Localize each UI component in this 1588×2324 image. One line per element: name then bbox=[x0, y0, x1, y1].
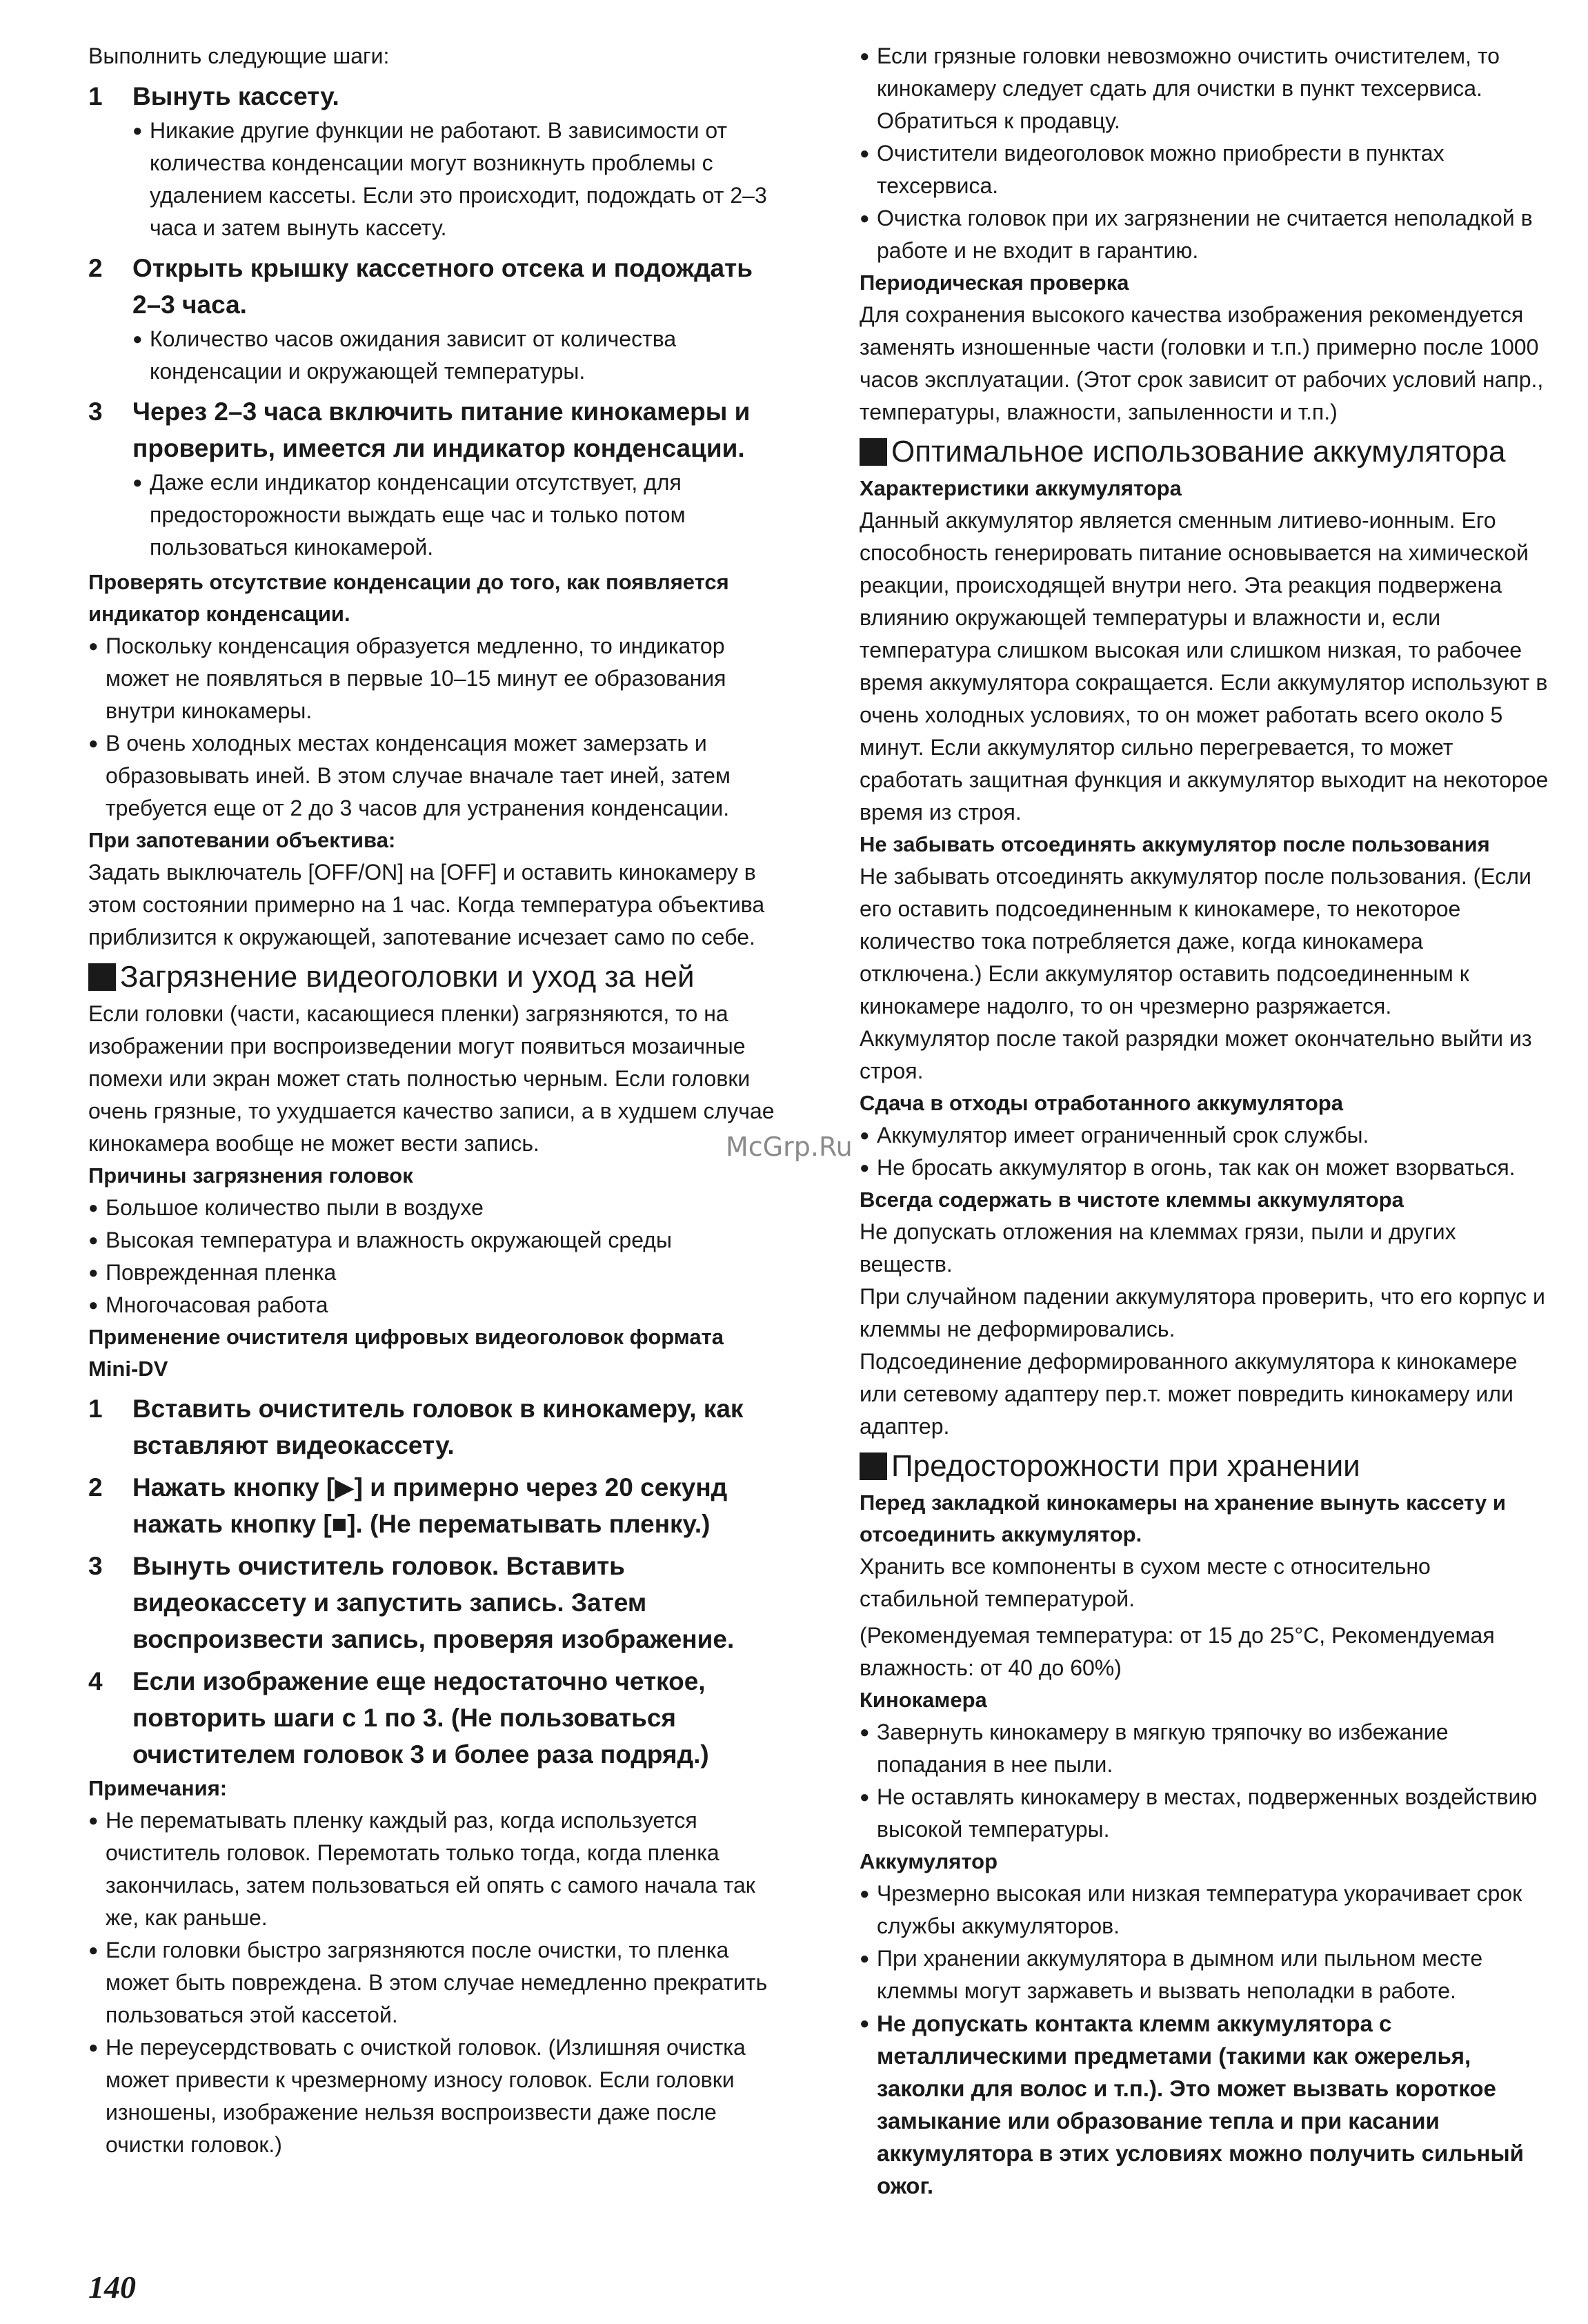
clean-text: Подсоединение деформированного аккумулятора к кинокамере или сетевому адаптеру пер.т. может повредить кинокамеру или адаптер. bbox=[860, 1349, 1518, 1439]
list-item: ● Очистители видеоголовок можно приобрести в пунктах техсервиса. bbox=[860, 137, 1549, 202]
list-item: ● Очистка головок при их загрязнении не считается неполадкой в работе и не входит в гарантию. bbox=[860, 202, 1549, 267]
step-number: 3 bbox=[88, 397, 103, 426]
bullet-icon: ● bbox=[88, 734, 99, 753]
bullet-icon: ● bbox=[860, 47, 870, 66]
list-item: ● Поврежденная пленка bbox=[88, 1257, 778, 1289]
list-item: ● Не бросать аккумулятор в огонь, так как он может взорваться. bbox=[860, 1152, 1549, 1184]
list-item: ● Большое количество пыли в воздухе bbox=[88, 1192, 778, 1224]
bullet-icon: ● bbox=[860, 144, 870, 163]
causes-heading: Причины загрязнения головок bbox=[88, 1163, 413, 1188]
bullet-icon: ● bbox=[860, 1723, 870, 1742]
clean-heading: Всегда содержать в чистоте клеммы аккумулятора bbox=[860, 1188, 1404, 1212]
list-item: ● Не переусердствовать с очисткой головок. (Излишняя очистка может привести к чрезмерному износу головок. Если головки изношены, изображение нельзя воспроизвести даже после очистки головок.) bbox=[88, 2031, 778, 2161]
section-title: Загрязнение видеоголовки и уход за ней bbox=[120, 960, 695, 994]
step-note: ● Никакие другие функции не работают. В зависимости от количества конденсации могут возникнуть проблемы с удалением кассеты. Если это происходит, подождать от 2–3 часа и затем вынуть кассету. bbox=[88, 115, 778, 244]
list-item: ● Чрезмерно высокая или низкая температура укорачивает срок службы аккумуляторов. bbox=[860, 1878, 1549, 1942]
bullet-icon: ● bbox=[860, 2014, 870, 2033]
page-number: 140 bbox=[88, 2269, 136, 2305]
check-heading: Проверять отсутствие конденсации до того, как появляется индикатор конденсации. bbox=[88, 570, 729, 626]
cleaner-step-1 bbox=[88, 1390, 778, 1464]
cleaner-step-2 bbox=[88, 1469, 778, 1542]
disconnect-text: Не забывать отсоединять аккумулятор после пользования. (Если его оставить подсоединенным к кинокамере, то некоторое количество тока потребляется даже, когда кинокамера отключена.) Если аккумулятор оставить подсоединенным к кинокамере надолго, то он чрезмерно разряжается. bbox=[860, 864, 1531, 1018]
step-text: Нажать кнопку [▶] и примерно через 20 секунд нажать кнопку [■]. (Не перематывать пленку.) bbox=[132, 1473, 728, 1538]
list-item: ● Многочасовая работа bbox=[88, 1289, 778, 1321]
disposal-heading: Сдача в отходы отработанного аккумулятора bbox=[860, 1091, 1343, 1115]
watermark: McGrp.Ru bbox=[726, 1132, 853, 1162]
list-item: ● Если головки быстро загрязняются после очистки, то пленка может быть повреждена. В этом случае немедленно прекратить пользоваться этой кассетой. bbox=[88, 1934, 778, 2031]
section-marker-icon bbox=[860, 438, 887, 466]
section-head-storage bbox=[860, 1447, 1549, 1486]
section-marker-icon bbox=[88, 963, 116, 991]
list-item: ● Высокая температура и влажность окружающей среды bbox=[88, 1224, 778, 1257]
step-3 bbox=[88, 393, 778, 466]
step-text: Если изображение еще недостаточно четкое, повторить шаги с 1 по 3. (Не пользоваться очистителем головок 3 и более раза подряд.) bbox=[132, 1667, 709, 1769]
bullet-icon: ● bbox=[88, 1263, 99, 1282]
disconnect-heading: Не забывать отсоединять аккумулятор после пользования bbox=[860, 832, 1490, 856]
list-item: ● При хранении аккумулятора в дымном или пыльном месте клеммы могут заржаветь и вызвать неполадки в работе. bbox=[860, 1942, 1549, 2007]
bullet-icon: ● bbox=[860, 1788, 870, 1806]
storage-bold: Перед закладкой кинокамеры на хранение вынуть кассету и отсоединить аккумулятор. bbox=[860, 1490, 1506, 1546]
fog-heading: При запотевании объектива: bbox=[88, 828, 396, 852]
list-item: ● Аккумулятор имеет ограниченный срок службы. bbox=[860, 1119, 1549, 1152]
bullet-icon: ● bbox=[88, 1199, 99, 1217]
clean-text: Не допускать отложения на клеммах грязи, пыли и других веществ. bbox=[860, 1219, 1456, 1277]
list-item-warning: ● Не допускать контакта клемм аккумулятора с металлическими предметами (такими как ожерелья, заколки для волос и т.п.). Это может вызвать короткое замыкание или образование тепла и при касании аккумулятора в этих условиях можно получить сильный ожог. bbox=[860, 2007, 1549, 2202]
bullet-icon: ● bbox=[88, 1231, 99, 1250]
step-text: Вынуть очиститель головок. Вставить видеокассету и запустить запись. Затем воспроизвести запись, проверяя изображение. bbox=[132, 1552, 735, 1653]
step-number: 3 bbox=[88, 1552, 103, 1580]
storage-text: (Рекомендуемая температура: от 15 до 25°C, Рекомендуемая влажность: от 40 до 60%) bbox=[860, 1623, 1495, 1680]
periodic-heading: Периодическая проверка bbox=[860, 270, 1129, 295]
clean-text: При случайном падении аккумулятора проверить, что его корпус и клеммы не деформировались. bbox=[860, 1284, 1545, 1341]
step-number: 1 bbox=[88, 1395, 103, 1423]
intro-text: Выполнить следующие шаги: bbox=[88, 43, 390, 68]
list-item: ● Если грязные головки невозможно очистить очистителем, то кинокамеру следует сдать для очистки в пункт техсервиса. Обратиться к продавцу. bbox=[860, 40, 1549, 137]
step-text: Вынуть кассету. bbox=[132, 82, 339, 110]
step-text: Вставить очиститель головок в кинокамеру, как вставляют видеокассету. bbox=[132, 1395, 744, 1459]
step-number: 2 bbox=[88, 1473, 103, 1501]
section-marker-icon bbox=[860, 1452, 887, 1480]
battery-char-heading: Характеристики аккумулятора bbox=[860, 476, 1182, 500]
step-2 bbox=[88, 250, 778, 323]
list-item: ● Поскольку конденсация образуется медленно, то индикатор может не появляться в первые 10–15 минут ее образования внутри кинокамеры. bbox=[88, 630, 778, 727]
list-item: ● В очень холодных местах конденсация может замерзать и образовывать иней. В этом случае вначале тает иней, затем требуется еще от 2 до 3 часов для устранения конденсации. bbox=[88, 727, 778, 825]
cleaner-step-3 bbox=[88, 1548, 778, 1657]
cleaner-step-4 bbox=[88, 1663, 778, 1773]
section-head-cleaning bbox=[88, 958, 778, 996]
bullet-icon: ● bbox=[88, 2038, 99, 2057]
battery-char-text: Данный аккумулятор является сменным литиево-ионным. Его способность генерировать питание основывается на химической реакции, происходящей внутри него. Эта реакция подвержена влиянию окружающей температуры и влажности и, если температура слишком высокая или слишком низкая, то рабочее время аккумулятора сокращается. Если аккумулятор используют в очень холодных условиях, то он может работать всего около 5 минут. Если аккумулятор сильно перегревается, то может сработать защитная функция и аккумулятор выходит на некоторое время из строя. bbox=[860, 508, 1549, 825]
section-head-battery bbox=[860, 433, 1549, 471]
bullet-icon: ● bbox=[860, 209, 870, 228]
left-column bbox=[88, 40, 778, 2161]
notes-heading: Примечания: bbox=[88, 1776, 228, 1800]
camera-heading: Кинокамера bbox=[860, 1688, 987, 1712]
list-item: ● Не перематывать пленку каждый раз, когда используется очиститель головок. Перемотать только тогда, когда пленка закончилась, затем пользоваться ей опять с самого начала так же, как раньше. bbox=[88, 1804, 778, 1934]
right-column bbox=[860, 40, 1549, 2202]
step-note: ● Количество часов ожидания зависит от количества конденсации и окружающей температуры. bbox=[88, 323, 778, 388]
step-number: 1 bbox=[88, 82, 103, 110]
step-text: Открыть крышку кассетного отсека и подождать 2–3 часа. bbox=[132, 254, 753, 319]
bullet-icon: ● bbox=[88, 637, 99, 656]
cleaner-heading: Применение очистителя цифровых видеоголовок формата Mini-DV bbox=[88, 1325, 724, 1381]
bullet-icon: ● bbox=[88, 1811, 99, 1830]
periodic-text: Для сохранения высокого качества изображения рекомендуется заменять изношенные части (головки и т.п.) примерно после 1000 часов эксплуатации. (Этот срок зависит от рабочих условий напр., температуры, влажности, запыленности и т.п.) bbox=[860, 302, 1544, 424]
bullet-icon: ● bbox=[88, 1941, 99, 1960]
bullet-icon: ● bbox=[860, 1126, 870, 1145]
step-note: ● Даже если индикатор конденсации отсутствует, для предосторожности выждать еще час и только потом пользоваться кинокамерой. bbox=[88, 466, 778, 564]
battery-heading: Аккумулятор bbox=[860, 1849, 998, 1873]
section-title: Предосторожности при хранении bbox=[891, 1449, 1360, 1483]
step-text: Через 2–3 часа включить питание кинокамеры и проверить, имеется ли индикатор конденсации. bbox=[132, 397, 751, 462]
list-item: ● Завернуть кинокамеру в мягкую тряпочку во избежание попадания в нее пыли. bbox=[860, 1716, 1549, 1781]
section-title: Оптимальное использование аккумулятора bbox=[891, 435, 1506, 469]
disconnect-text: Аккумулятор после такой разрядки может окончательно выйти из строя. bbox=[860, 1026, 1532, 1083]
section-text: Если головки (части, касающиеся пленки) загрязняются, то на изображении при воспроизведении могут появиться мозаичные помехи или экран может стать полностью черным. Если головки очень грязные, то ухудшается качество записи, а в худшем случае кинокамера вообще не может вести запись. bbox=[88, 1001, 775, 1156]
bullet-icon: ● bbox=[132, 473, 143, 492]
step-number: 2 bbox=[88, 254, 103, 282]
step-number: 4 bbox=[88, 1667, 103, 1695]
fog-text: Задать выключатель [OFF/ON] на [OFF] и оставить кинокамеру в этом состоянии примерно на 1 час. Когда температура объектива приблизится к окружающей, запотевание исчезает само по себе. bbox=[88, 860, 765, 949]
bullet-icon: ● bbox=[132, 330, 143, 348]
step-1 bbox=[88, 78, 778, 115]
storage-text: Хранить все компоненты в сухом месте с относительно стабильной температурой. bbox=[860, 1554, 1431, 1611]
list-item: ● Не оставлять кинокамеру в местах, подверженных воздействию высокой температуры. bbox=[860, 1781, 1549, 1846]
bullet-icon: ● bbox=[88, 1296, 99, 1314]
bullet-icon: ● bbox=[860, 1884, 870, 1903]
bullet-icon: ● bbox=[132, 121, 143, 140]
bullet-icon: ● bbox=[860, 1159, 870, 1177]
bullet-icon: ● bbox=[860, 1949, 870, 1968]
